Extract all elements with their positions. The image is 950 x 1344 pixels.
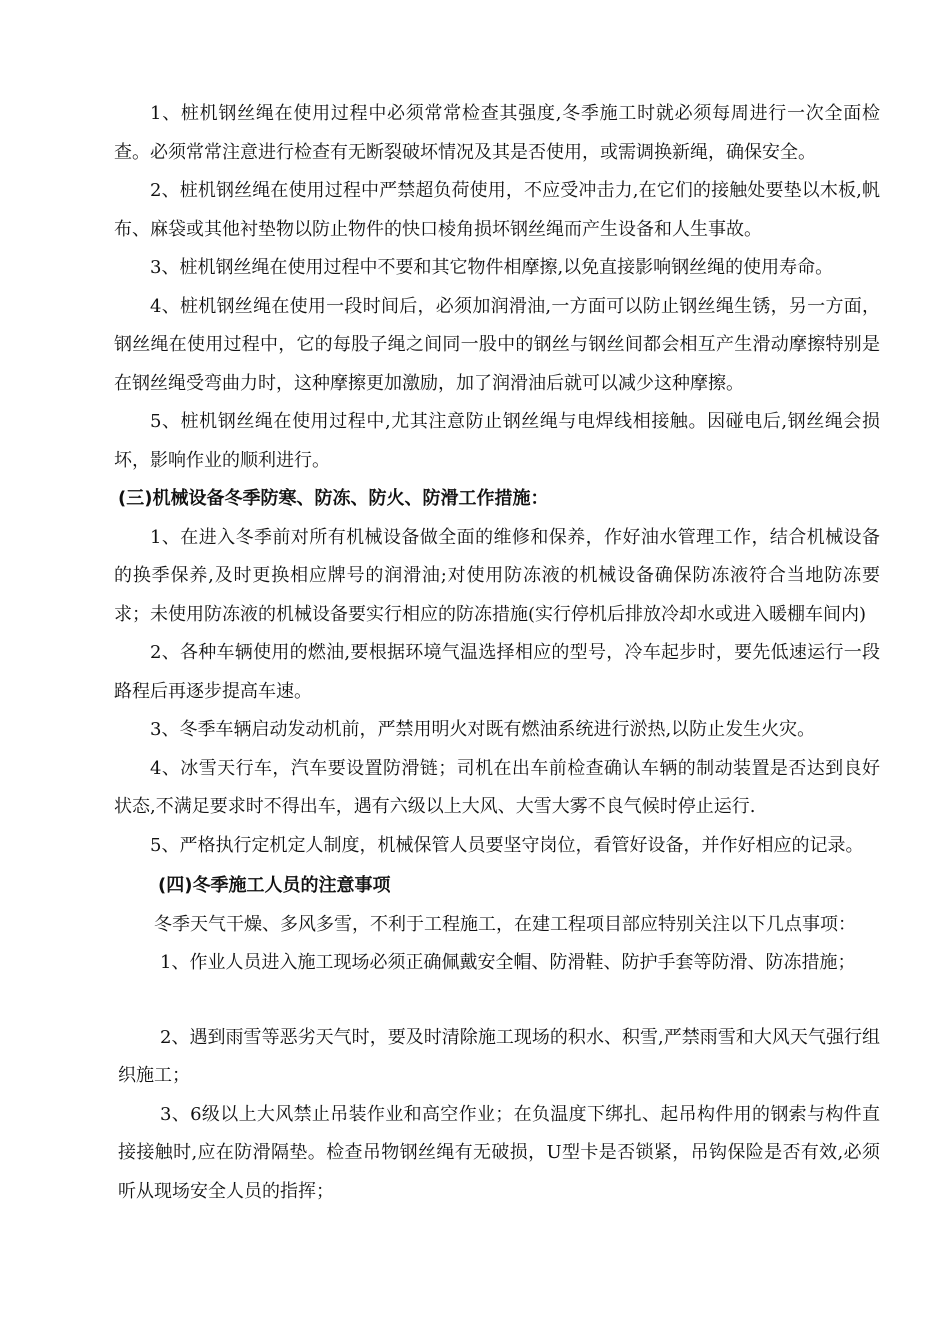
paragraph-1: 1、桩机钢丝绳在使用过程中必须常常检查其强度,冬季施工时就必须每周进行一次全面检查。必须常常注意进行检查有无断裂破坏情况及其是否使用，或需调换新绳，确保安全。 xyxy=(114,103,880,163)
paragraph-2: 2、桩机钢丝绳在使用过程中严禁超负荷使用，不应受冲击力,在它们的接触处要垫以木板,帆布、麻袋或其他衬垫物以防止物件的快口棱角损坏钢丝绳而产生设备和人生事故。 xyxy=(114,180,880,240)
paragraph-5: 5、桩机钢丝绳在使用过程中,尤其注意防止钢丝绳与电焊线相接触。因碰电后,钢丝绳会损坏，影响作业的顺利进行。 xyxy=(114,411,880,471)
section-4-item-3: 3、6级以上大风禁止吊装作业和高空作业；在负温度下绑扎、起吊构件用的钢索与构件直接接触时,应在防滑隔垫。检查吊物钢丝绳有无破损，U型卡是否锁紧，吊钩保险是否有效,必须听从现场安全人员的指挥； xyxy=(118,1103,880,1202)
section-4-item-1: 1、作业人员进入施工现场必须正确佩戴安全帽、防滑鞋、防护手套等防滑、防冻措施； xyxy=(160,952,856,973)
section-3-heading: (三)机械设备冬季防寒、防冻、防火、防滑工作措施： xyxy=(118,488,549,509)
section-3-item-5: 5、严格执行定机定人制度，机械保管人员要坚守岗位，看管好设备，并作好相应的记录。 xyxy=(150,834,864,856)
section-3-item-1: 1、在进入冬季前对所有机械设备做全面的维修和保养，作好油水管理工作，结合机械设备的换季保养,及时更换相应牌号的润滑油;对使用防冻液的机械设备确保防冻液符合当地防冻要求；未使用防冻液的机械设备要实行相应的防冻措施(实行停机后排放冷却水或进入暖棚车间内) xyxy=(114,526,880,625)
section-4-intro: 冬季天气干燥、多风多雪，不利于工程施工，在建工程项目部应特别关注以下几点事项： xyxy=(154,913,856,935)
section-4-heading: (四)冬季施工人员的注意事项 xyxy=(158,875,391,896)
section-4-item-2: 2、遇到雨雪等恶劣天气时，要及时清除施工现场的积水、积雪,严禁雨雪和大风天气强行组织施工； xyxy=(118,1026,880,1086)
section-3-item-4: 4、冰雪天行车，汽车要设置防滑链；司机在出车前检查确认车辆的制动装置是否达到良好状态,不满足要求时不得出车，遇有六级以上大风、大雪大雾不良气候时停止运行. xyxy=(114,757,880,817)
paragraph-3: 3、桩机钢丝绳在使用过程中不要和其它物件相摩擦,以免直接影响钢丝绳的使用寿命。 xyxy=(150,257,834,278)
blank-line xyxy=(114,983,880,1019)
section-3-item-3: 3、冬季车辆启动发动机前，严禁用明火对既有燃油系统进行淤热,以防止发生火灾。 xyxy=(150,719,816,740)
paragraph-4: 4、桩机钢丝绳在使用一段时间后，必须加润滑油,一方面可以防止钢丝绳生锈，另一方面，钢丝绳在使用过程中，它的每股子绳之间同一股中的钢丝与钢丝间都会相互产生滑动摩擦特别是在钢丝绳受弯曲力时，这种摩擦更加激励，加了润滑油后就可以减少这种摩擦。 xyxy=(114,295,880,394)
section-3-item-2: 2、各种车辆使用的燃油,要根据环境气温选择相应的型号，冷车起步时，要先低速运行一段路程后再逐步提高车速。 xyxy=(114,642,880,702)
